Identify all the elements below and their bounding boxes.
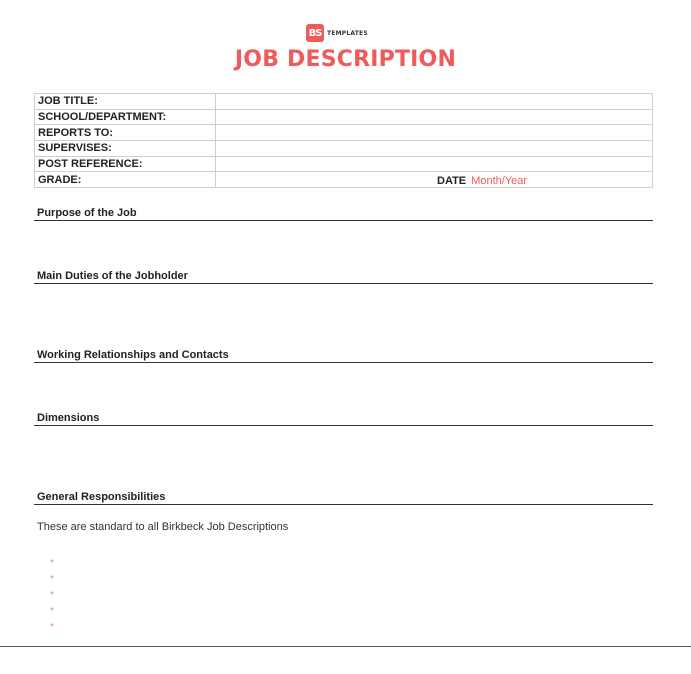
info-row-grade [35, 172, 653, 188]
info-row-reports-to [35, 125, 653, 141]
bullet-marker: » [50, 605, 55, 613]
logo-mark: BS [306, 24, 324, 42]
page-title: JOB DESCRIPTION [234, 47, 457, 72]
bullet-marker: » [50, 573, 55, 581]
info-label-grade: GRADE: [35, 172, 216, 188]
info-value-grade[interactable] [216, 172, 653, 188]
date-field [437, 175, 527, 187]
info-value-reports-to[interactable] [216, 125, 653, 141]
info-value-job-title[interactable] [216, 94, 653, 110]
section-heading-dimensions: Dimensions [34, 411, 653, 426]
info-row-supervises [35, 141, 653, 157]
bullet-marker: » [50, 621, 55, 629]
info-label-post-reference: POST REFERENCE: [35, 156, 216, 172]
section-heading-general-responsibilities: General Responsibilities [34, 490, 653, 505]
info-label-supervises: SUPERVISES: [35, 141, 216, 157]
info-label-reports-to: REPORTS TO: [35, 125, 216, 141]
info-row-school-department [35, 109, 653, 125]
bullet-marker: » [50, 589, 55, 597]
bullet-marker: » [50, 557, 55, 565]
section-heading-main-duties: Main Duties of the Jobholder [34, 269, 653, 284]
brand-logo [306, 24, 368, 42]
section-heading-purpose: Purpose of the Job [34, 206, 653, 221]
info-value-supervises[interactable] [216, 141, 653, 157]
info-label-school-department: SCHOOL/DEPARTMENT: [35, 109, 216, 125]
info-value-post-reference[interactable] [216, 156, 653, 172]
date-value[interactable]: Month/Year [471, 175, 528, 187]
logo-text: TEMPLATES [327, 29, 368, 37]
info-label-job-title: JOB TITLE: [35, 94, 216, 110]
section-heading-working-relationships: Working Relationships and Contacts [34, 348, 653, 363]
job-info-table [34, 93, 653, 188]
general-responsibilities-note: These are standard to all Birkbeck Job Descriptions [37, 521, 289, 533]
info-row-post-reference [35, 156, 653, 172]
page-bottom-divider [0, 646, 691, 647]
info-value-school-department[interactable] [216, 109, 653, 125]
info-row-job-title [35, 94, 653, 110]
date-label: DATE [437, 175, 467, 187]
